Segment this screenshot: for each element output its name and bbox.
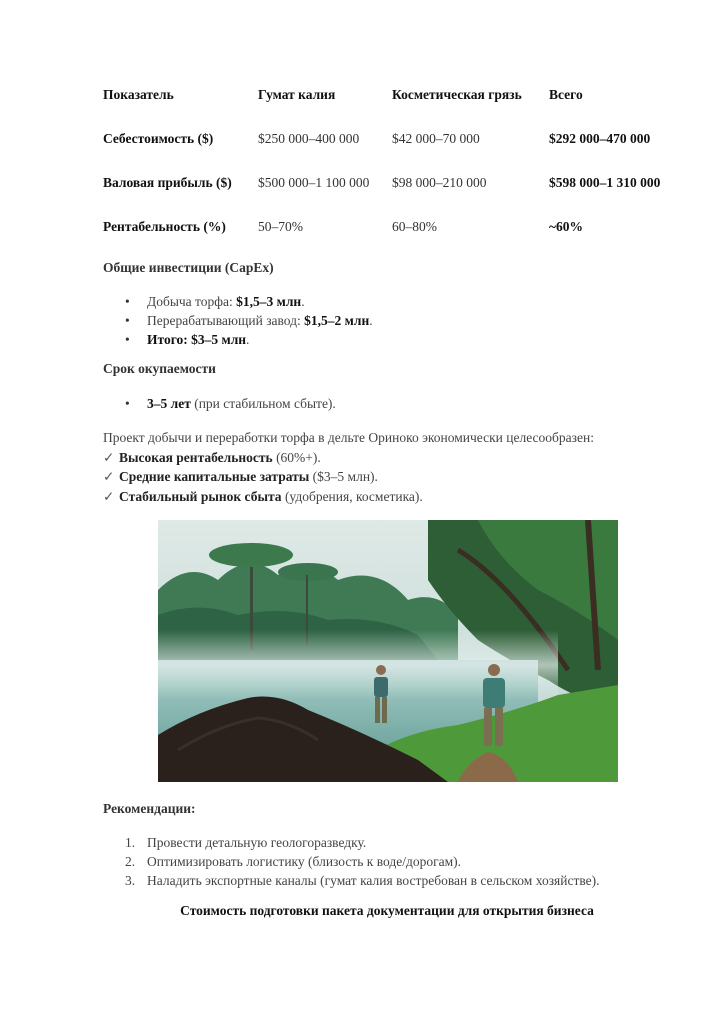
- payback-note: (при стабильном сбыте).: [190, 396, 336, 411]
- recommendations-list: [103, 833, 600, 890]
- payback-value: 3–5 лет: [147, 396, 191, 411]
- capex-item-label: Перерабатывающий завод:: [147, 313, 305, 328]
- cell-potash: 50–70%: [258, 219, 303, 234]
- list-item: [103, 852, 600, 871]
- cell-total: ~60%: [549, 219, 584, 234]
- conclusion-point-rest: (60%+).: [272, 449, 321, 465]
- item-number: 1.: [125, 835, 136, 850]
- conclusion-point-bold: Средние капитальные затраты: [119, 469, 310, 484]
- capex-item-label: Итого: [147, 332, 184, 347]
- list-item: [103, 311, 373, 330]
- item-number: 3.: [125, 873, 136, 888]
- conclusion-intro: Проект добычи и переработки торфа в дельте Ориноко экономически целесообразен:: [103, 430, 594, 445]
- list-item: [103, 871, 600, 890]
- list-item: [103, 833, 600, 852]
- cell-potash: $250 000–400 000: [258, 131, 360, 146]
- conclusion-block: [103, 428, 683, 506]
- recommendations-heading: Рекомендации:: [103, 801, 196, 816]
- item-text: Оптимизировать логистику (близость к воде/дорогам).: [147, 854, 462, 869]
- economics-table: [103, 76, 679, 252]
- check-icon: ✓: [103, 469, 115, 484]
- river-jungle-photo: [158, 520, 618, 782]
- capex-heading: Общие инвестиции (CapEx): [103, 260, 274, 275]
- table-row: [103, 114, 679, 164]
- payback-list: [103, 394, 336, 413]
- conclusion-point-bold: Стабильный рынок сбыта: [119, 488, 282, 504]
- table-header-row: [103, 76, 679, 114]
- check-icon: ✓: [103, 488, 115, 504]
- cell-mud: 60–80%: [392, 219, 437, 234]
- capex-item-tail: .: [369, 313, 373, 328]
- cell-potash: $500 000–1 100 000: [258, 175, 370, 190]
- table-row: [103, 202, 679, 252]
- capex-item-tail: .: [301, 294, 305, 309]
- item-number: 2.: [125, 854, 136, 869]
- header-potash: Гумат калия: [258, 87, 336, 102]
- capex-item-value: : $3–5 млн: [183, 332, 247, 347]
- header-indicator: Показатель: [103, 87, 174, 102]
- row-label: Валовая прибыль ($): [103, 175, 232, 190]
- capex-item-value: $1,5–3 млн: [236, 294, 302, 309]
- capex-item-value: $1,5–2 млн: [304, 313, 370, 328]
- section-title: Стоимость подготовки пакета документации для открытия бизнеса: [180, 903, 594, 918]
- conclusion-point-bold: Высокая рентабельность: [119, 449, 273, 465]
- capex-item-tail: .: [246, 332, 250, 347]
- cell-mud: $42 000–70 000: [392, 131, 480, 146]
- list-item: [103, 394, 336, 413]
- item-text: Провести детальную геологоразведку.: [147, 835, 367, 850]
- list-item: [103, 330, 373, 349]
- item-text: Наладить экспортные каналы (гумат калия востребован в сельском хозяйстве).: [147, 873, 600, 888]
- conclusion-point: [103, 467, 683, 487]
- cell-total: $598 000–1 310 000: [549, 175, 661, 190]
- capex-item-label: Добыча торфа:: [147, 294, 237, 309]
- header-total: Всего: [549, 87, 583, 102]
- conclusion-point-rest: ($3–5 млн).: [309, 469, 378, 484]
- cell-mud: $98 000–210 000: [392, 175, 487, 190]
- payback-heading: Срок окупаемости: [103, 361, 216, 376]
- table-row: [103, 164, 679, 202]
- row-label: Рентабельность (%): [103, 219, 226, 234]
- check-icon: ✓: [103, 449, 115, 465]
- conclusion-point: [103, 487, 683, 507]
- header-mud: Косметическая грязь: [392, 87, 522, 102]
- conclusion-point: [103, 448, 683, 468]
- cell-total: $292 000–470 000: [549, 131, 651, 146]
- row-label: Себестоимость ($): [103, 131, 214, 146]
- capex-list: [103, 292, 373, 349]
- conclusion-point-rest: (удобрения, косметика).: [281, 488, 423, 504]
- list-item: [103, 292, 373, 311]
